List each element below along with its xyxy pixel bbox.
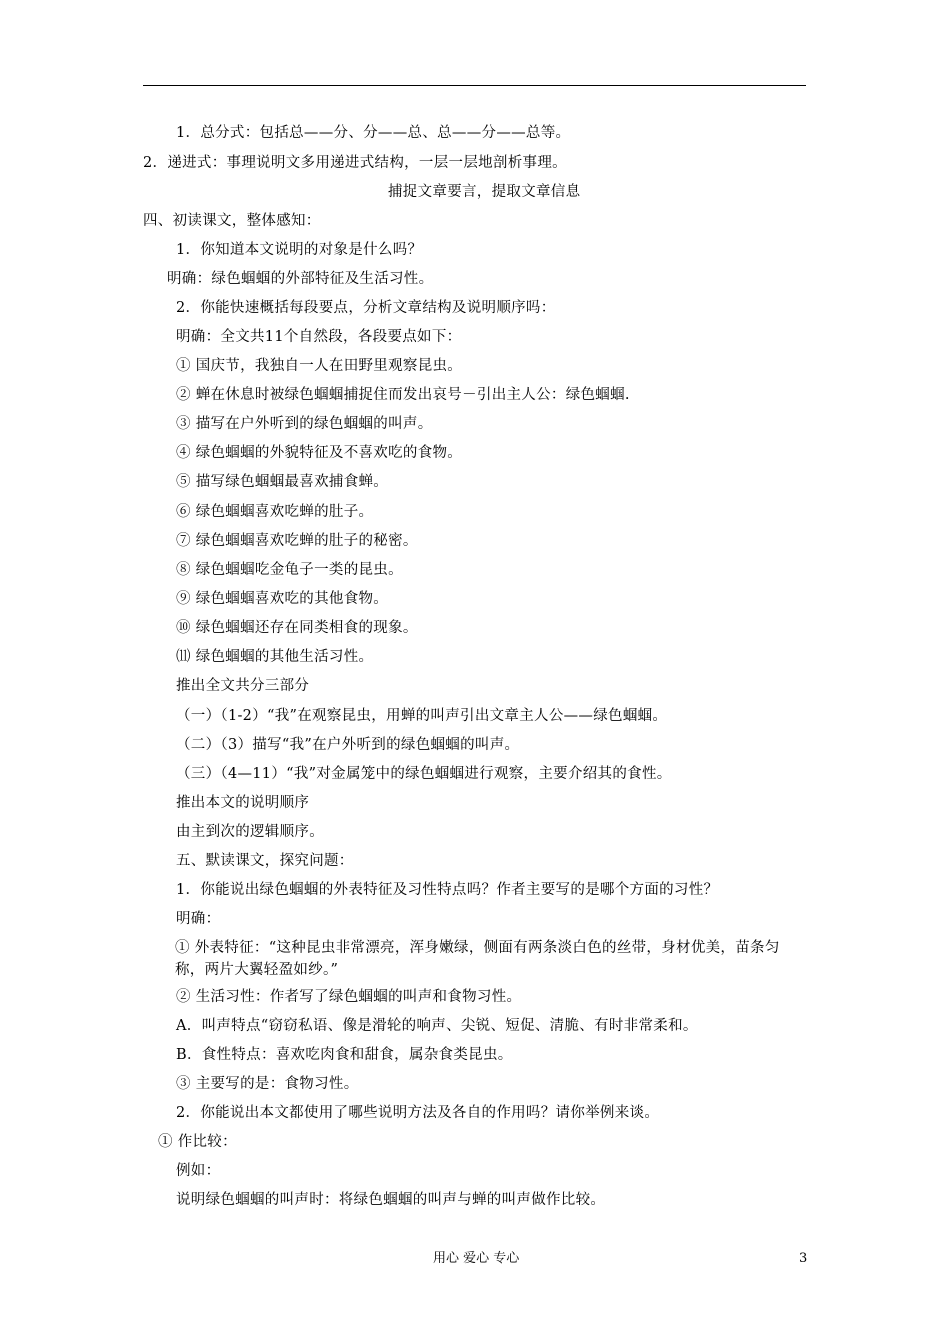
- text-line: 说明绿色蝈蝈的叫声时：将绿色蝈蝈的叫声与蝉的叫声做作比较。: [176, 1192, 606, 1208]
- list-item: ⑦ 绿色蝈蝈喜欢吃蝉的肚子的秘密。: [176, 533, 418, 549]
- list-item: ① 作比较：: [158, 1134, 237, 1150]
- list-item: A．叫声特点“窃窃私语、像是滑轮的响声、尖锐、短促、清脆、有时非常柔和。: [176, 1018, 698, 1034]
- text-line: 推出全文共分三部分: [176, 678, 310, 694]
- text-line: 例如：: [176, 1163, 221, 1179]
- question: 1．你知道本文说明的对象是什么吗？: [176, 242, 423, 258]
- text-line: 由主到次的逻辑顺序。: [176, 824, 324, 840]
- list-item: ⑾ 绿色蝈蝈的其他生活习性。: [176, 649, 374, 665]
- header-rule: [143, 85, 806, 86]
- paragraph: ① 外表特征：“这种昆虫非常漂亮，浑身嫩绿，侧面有两条淡白色的丝带，身材优美，苗条匀称，两片大翼轻盈如纱。”: [175, 940, 780, 978]
- answer: 明确：绿色蝈蝈的外部特征及生活习性。: [167, 271, 434, 287]
- section-heading: 四、初读课文，整体感知：: [143, 213, 321, 229]
- list-item: ⑧ 绿色蝈蝈吃金龟子一类的昆虫。: [176, 562, 403, 578]
- list-item: （二）（3）描写“我”在户外听到的绿色蝈蝈的叫声。: [176, 737, 520, 753]
- answer: 明确：全文共11个自然段，各段要点如下：: [176, 329, 462, 345]
- page-number: 3: [799, 1251, 808, 1266]
- list-item: （一）（1-2）“我”在观察昆虫，用蝉的叫声引出文章主人公——绿色蝈蝈。: [176, 708, 668, 724]
- list-item: ① 国庆节，我独自一人在田野里观察昆虫。: [176, 358, 463, 374]
- list-item: ⑨ 绿色蝈蝈喜欢吃的其他食物。: [176, 591, 389, 607]
- question: 2．你能说出本文都使用了哪些说明方法及各自的作用吗？请你举例来谈。: [176, 1105, 660, 1121]
- text-line: 2．递进式：事理说明文多用递进式结构，一层一层地剖析事理。: [143, 155, 567, 171]
- question: 2．你能快速概括每段要点，分析文章结构及说明顺序吗：: [176, 300, 556, 316]
- question: 1．你能说出绿色蝈蝈的外表特征及习性特点吗？作者主要写的是哪个方面的习性？: [176, 882, 719, 898]
- section-heading: 捕捉文章要言，提取文章信息: [388, 184, 581, 200]
- list-item: （三）（4—11）“我”对金属笼中的绿色蝈蝈进行观察，主要介绍其的食性。: [176, 766, 672, 782]
- list-item: B．食性特点：喜欢吃肉食和甜食，属杂食类昆虫。: [176, 1047, 513, 1063]
- answer: 明确：: [176, 911, 221, 927]
- list-item: ⑥ 绿色蝈蝈喜欢吃蝉的肚子。: [176, 504, 374, 520]
- footer-motto: 用心 爱心 专心: [433, 1251, 520, 1266]
- section-heading: 五、默读课文，探究问题：: [176, 853, 354, 869]
- list-item: ② 生活习性：作者写了绿色蝈蝈的叫声和食物习性。: [176, 989, 522, 1005]
- list-item: ③ 描写在户外听到的绿色蝈蝈的叫声。: [176, 416, 433, 432]
- text-line: 推出本文的说明顺序: [176, 795, 310, 811]
- list-item: ④ 绿色蝈蝈的外貌特征及不喜欢吃的食物。: [176, 445, 463, 461]
- list-item: ② 蝉在休息时被绿色蝈蝈捕捉住而发出哀号－引出主人公：绿色蝈蝈.: [176, 387, 630, 403]
- list-item: ⑤ 描写绿色蝈蝈最喜欢捕食蝉。: [176, 474, 389, 490]
- text-line: 1．总分式：包括总——分、分——总、总——分——总等。: [176, 125, 571, 141]
- list-item: ③ 主要写的是：食物习性。: [176, 1076, 359, 1092]
- list-item: ⑩ 绿色蝈蝈还存在同类相食的现象。: [176, 620, 418, 636]
